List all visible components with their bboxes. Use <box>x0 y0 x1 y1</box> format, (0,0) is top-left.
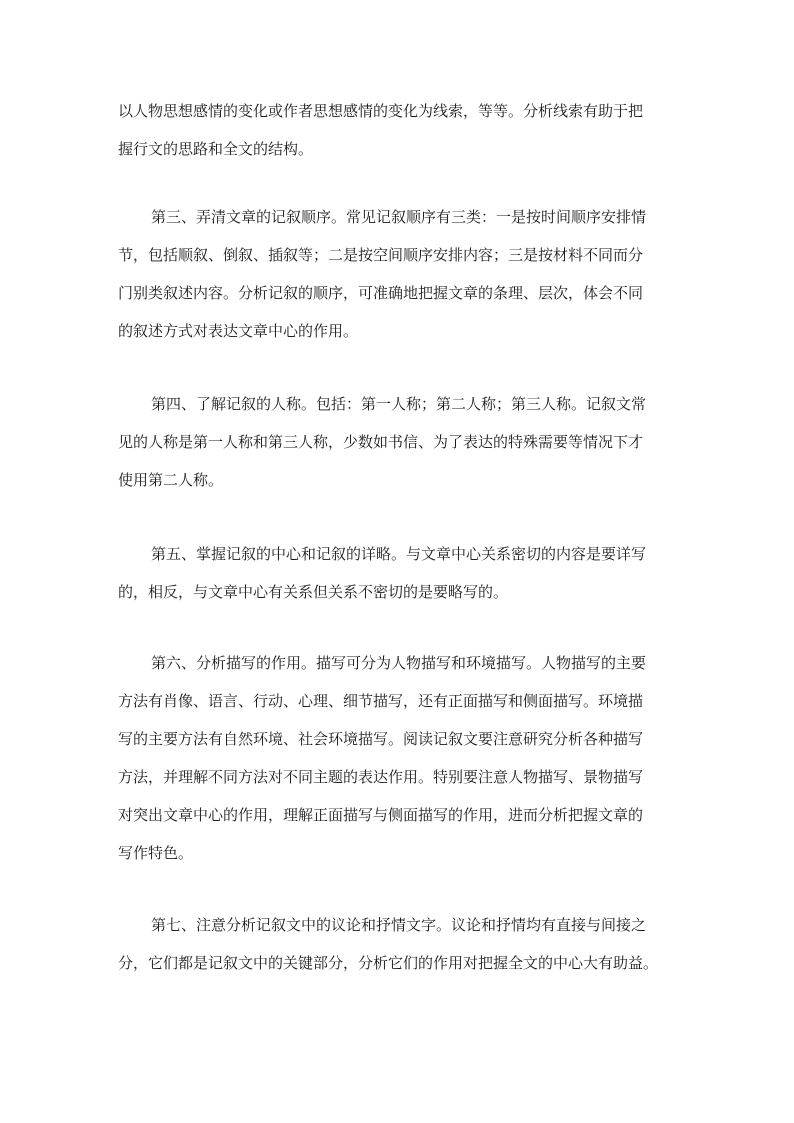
paragraph-line: 写的主要方法有自然环境、社会环境描写。阅读记叙文要注意研究分析各种描写 <box>118 730 644 748</box>
paragraph-line: 写作特色。 <box>118 844 194 862</box>
paragraph-line: 第七、注意分析记叙文中的议论和抒情文字。议论和抒情均有直接与间接之 <box>151 916 647 934</box>
paragraph-line: 对突出文章中心的作用，理解正面描写与侧面描写的作用，进而分析把握文章的 <box>118 806 644 824</box>
paragraph-line: 第三、弄清文章的记叙顺序。常见记叙顺序有三类：一是按时间顺序安排情 <box>151 208 647 226</box>
paragraph-line: 的，相反，与文章中心有关系但关系不密切的是要略写的。 <box>118 583 509 601</box>
paragraph-line: 方法，并理解不同方法对不同主题的表达作用。特别要注意人物描写、景物描写 <box>118 768 644 786</box>
paragraph-line: 的叙述方式对表达文章中心的作用。 <box>118 322 359 340</box>
paragraph-line: 方法有肖像、语言、行动、心理、细节描写，还有正面描写和侧面描写。环境描 <box>118 692 644 710</box>
paragraph-line: 第五、掌握记叙的中心和记叙的详略。与文章中心关系密切的内容是要详写 <box>151 545 647 563</box>
paragraph-line: 使用第二人称。 <box>118 471 224 489</box>
paragraph-line: 握行文的思路和全文的结构。 <box>118 140 314 158</box>
paragraph-detail-emphasis <box>118 535 678 611</box>
paragraph-line: 第六、分析描写的作用。描写可分为人物描写和环境描写。人物描写的主要 <box>151 654 647 672</box>
paragraph-line: 节，包括顺叙、倒叙、插叙等；二是按空间顺序安排内容；三是按材料不同而分 <box>118 246 644 264</box>
paragraph-line: 见的人称是第一人称和第三人称，少数如书信、为了表达的特殊需要等情况下才 <box>118 433 644 451</box>
paragraph-line: 以人物思想感情的变化或作者思想感情的变化为线索，等等。分析线索有助于把 <box>118 102 644 120</box>
paragraph-line: 分，它们都是记叙文中的关键部分，分析它们的作用对把握全文的中心大有助益。 <box>118 954 659 972</box>
paragraph-narrative-order <box>118 198 678 350</box>
paragraph-description-function <box>118 644 678 872</box>
paragraph-line: 门别类叙述内容。分析记叙的顺序，可准确地把握文章的条理、层次，体会不同 <box>118 284 644 302</box>
paragraph-clues-continued <box>118 92 678 168</box>
paragraph-line: 第四、了解记叙的人称。包括：第一人称；第二人称；第三人称。记叙文常 <box>151 395 647 413</box>
paragraph-narrative-person <box>118 385 678 499</box>
paragraph-argument-lyric <box>118 906 678 982</box>
